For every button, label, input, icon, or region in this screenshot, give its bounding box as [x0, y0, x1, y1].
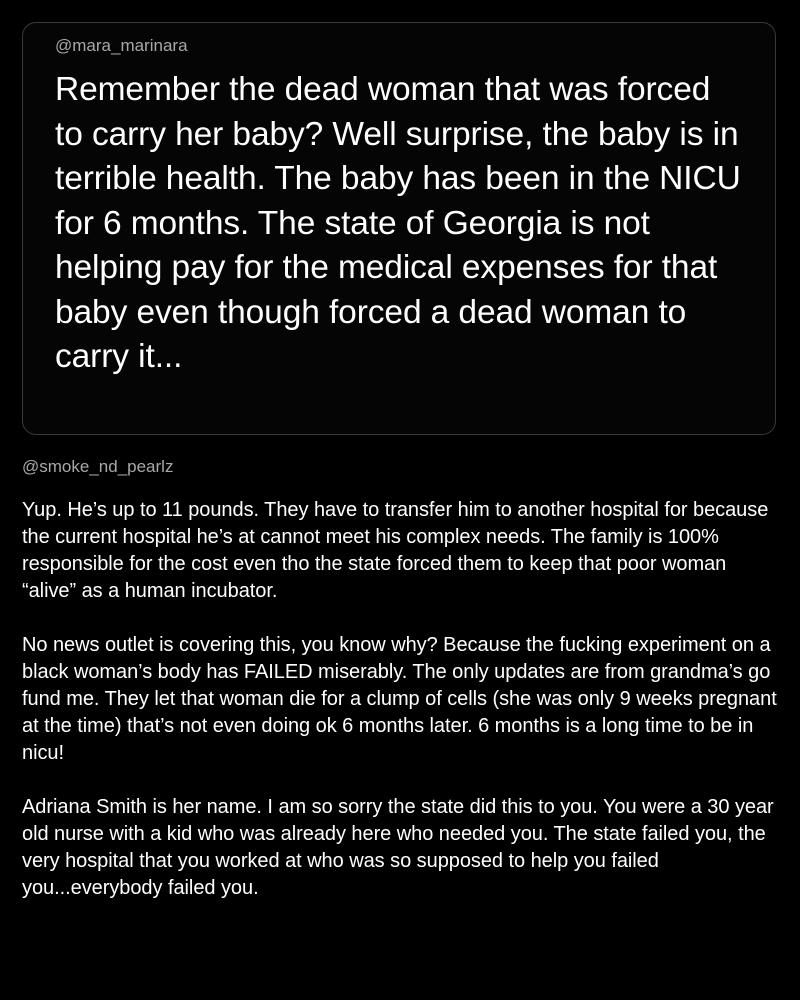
- quoted-post-text: Remember the dead woman that was forced to carry her baby? Well surprise, the baby is in terrible health. The baby has been in the NICU for 6 months. The state of Georgia is not helping pay for the medical expenses for that baby even though forced a dead woman to carry it...: [55, 71, 741, 375]
- reply-paragraph-1: Yup. He’s up to 11 pounds. They have to transfer him to another hospital for because the current hospital he’s at cannot meet his complex needs. The family is 100% responsible for the cost even tho the state forced them to keep that poor woman “alive” as a human incubator.: [22, 499, 769, 602]
- reply-post: [22, 456, 782, 902]
- quoted-post-card[interactable]: [22, 22, 776, 435]
- reply-paragraph-3: Adriana Smith is her name. I am so sorry the state did this to you. You were a 30 year old nurse with a kid who was already here who needed you. The state failed you, the very hospital that you worked at who was so supposed to help you failed you...everybody failed you.: [22, 796, 774, 899]
- quoted-post-handle[interactable]: @mara_marinara: [55, 36, 188, 55]
- reply-paragraph-2: No news outlet is covering this, you know why? Because the fucking experiment on a black woman’s body has FAILED miserably. The only updates are from grandma’s go fund me. They let that woman die for a clump of cells (she was only 9 weeks pregnant at the time) that’s not even doing ok 6 months later. 6 months is a long time to be in nicu!: [22, 634, 777, 764]
- reply-post-handle[interactable]: @smoke_nd_pearlz: [22, 457, 174, 476]
